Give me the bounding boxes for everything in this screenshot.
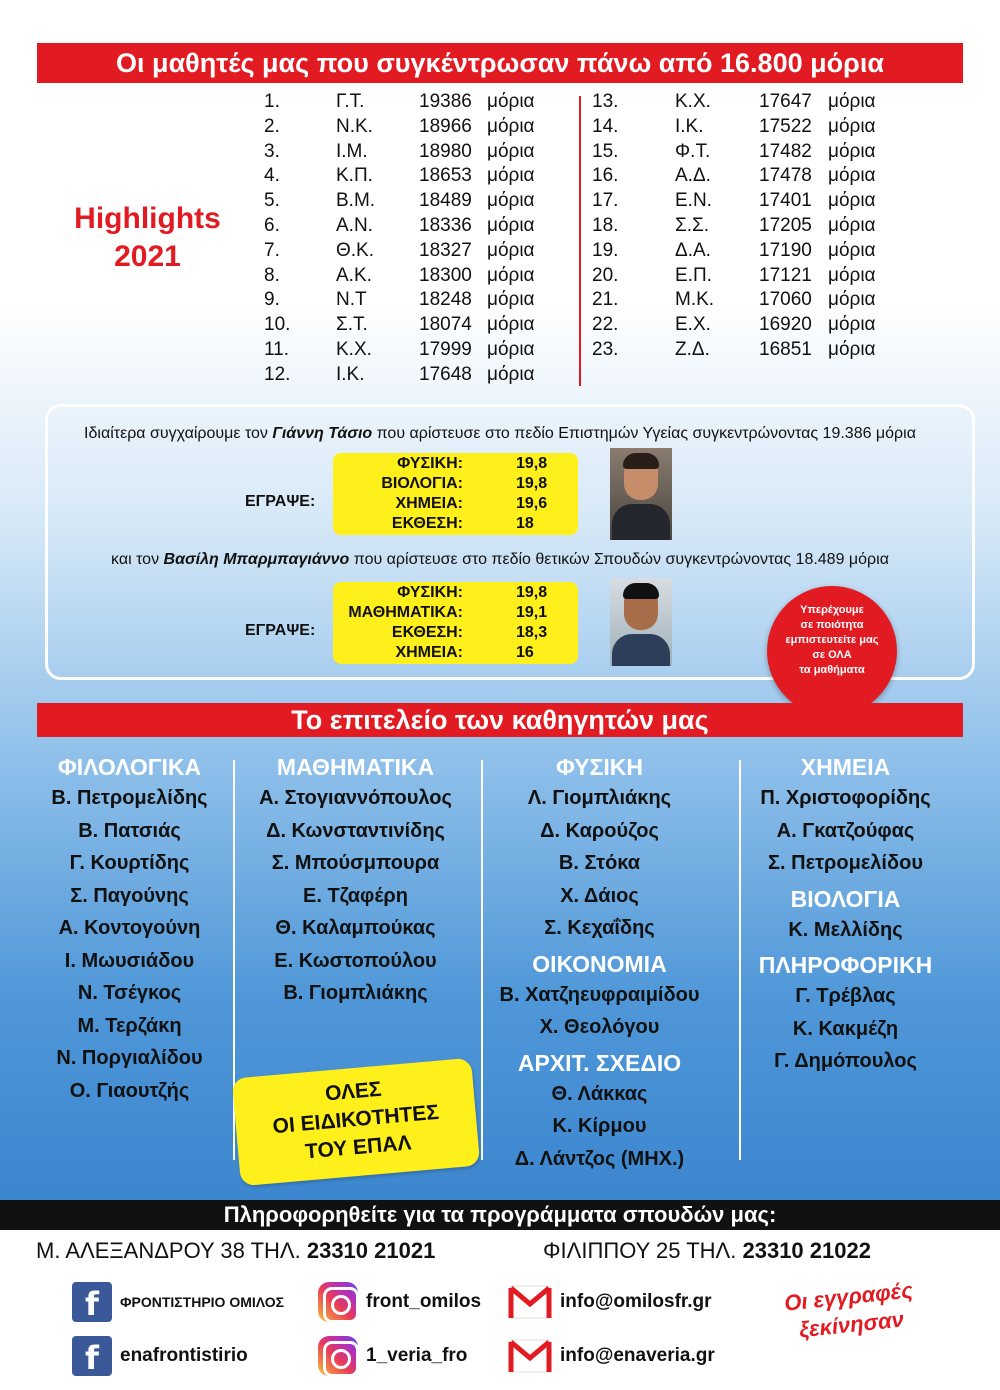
gmail-icon [508, 1336, 552, 1376]
points-unit: μόρια [828, 165, 876, 187]
student-points: 18074 [419, 314, 472, 336]
grade-row [333, 643, 578, 663]
staff-teacher-name: Δ. Λάντζος (ΜΗΧ.) [514, 1147, 685, 1170]
student-points: 18489 [419, 190, 472, 212]
address-2 [543, 1238, 871, 1264]
staff-teacher-name: Κ. Κακμέζη [792, 1017, 899, 1040]
address-2-phone[interactable]: 23310 21022 [742, 1238, 871, 1263]
staff-column-physics [482, 752, 717, 1175]
student-initials: Μ.Κ. [675, 289, 715, 311]
ranking-row [592, 313, 902, 338]
grade-value: 18 [516, 515, 534, 532]
ranking-row [264, 90, 574, 115]
points-unit: μόρια [828, 214, 876, 236]
student-initials: Ε.Χ. [675, 314, 711, 336]
staff-section-title: ΟΙΚΟΝΟΜΙΑ [532, 950, 667, 977]
staff-section-title: ΠΛΗΡΟΦΟΡΙΚΗ [758, 952, 933, 978]
student2-name: Βασίλη Μπαρμπαγιάννο [163, 551, 350, 568]
rank-number: 5. [264, 190, 280, 212]
grade-row [333, 583, 578, 603]
instagram-icon [318, 1282, 358, 1322]
ranking-row [264, 189, 574, 214]
staff-teacher-name: Σ. Παγούνης [70, 884, 189, 907]
registrations-line1: Οι εγγραφές [783, 1277, 914, 1316]
staff-section-title: ΦΙΛΟΛΟΓΙΚΑ [57, 754, 202, 780]
email-link-2[interactable] [508, 1334, 715, 1378]
rank-number: 8. [264, 264, 280, 286]
epal-line1: ΟΛΕΣ [324, 1077, 383, 1106]
points-unit: μόρια [487, 264, 535, 286]
grade-row [333, 623, 578, 643]
student-initials: Ν.Τ [336, 289, 367, 311]
student1-congrats [0, 425, 1000, 443]
ranking-row [592, 214, 902, 239]
highlights-label [60, 200, 235, 276]
student-initials: Α.Δ. [675, 165, 711, 187]
student-initials: Ν.Κ. [336, 115, 373, 137]
student-points: 17999 [419, 338, 472, 360]
staff-teacher-name: Χ. Θεολόγου [539, 1016, 660, 1038]
staff-teacher-name: Β. Πατσιάς [78, 819, 181, 842]
staff-teacher-name: Σ. Μπούσμπουρα [271, 852, 440, 874]
points-unit: μόρια [828, 91, 876, 112]
instagram-link-2-label: 1_veria_fro [366, 1345, 468, 1366]
address-1 [36, 1238, 435, 1264]
staff-section-title: ΧΗΜΕΙΑ [800, 754, 891, 780]
email-link-1-label: info@omilosfr.gr [560, 1291, 712, 1312]
student-initials: Σ.Σ. [675, 214, 710, 236]
grade-subject: ΕΚΘΕΣΗ: [391, 515, 463, 532]
grade-value: 19,1 [516, 604, 548, 621]
rank-number: 4. [264, 165, 280, 187]
instagram-link-2[interactable] [318, 1334, 467, 1378]
student-points: 17121 [759, 264, 812, 286]
staff-teacher-name: Δ. Κωνσταντινίδης [266, 819, 445, 842]
student-initials: Φ.Τ. [675, 140, 711, 162]
staff-teacher-name: Β. Χατζηευφραιμίδου [499, 983, 700, 1006]
student-points: 18966 [419, 115, 472, 137]
staff-teacher-name: Δ. Καρούζος [540, 819, 659, 842]
student-points: 17401 [759, 190, 812, 212]
highlights-line1: Highlights [74, 202, 221, 235]
student-initials: Ε.Π. [675, 264, 712, 286]
ranking-row [264, 239, 574, 264]
points-unit: μόρια [487, 363, 535, 385]
points-unit: μόρια [487, 140, 535, 162]
instagram-link-1-label: front_omilos [366, 1291, 482, 1312]
student2-congrats [0, 551, 1000, 569]
grade-subject: ΧΗΜΕΙΑ: [395, 495, 463, 512]
student2-grades [333, 582, 578, 664]
student-points: 18653 [419, 165, 472, 187]
staff-teacher-name: Σ. Πετρομελίδου [768, 852, 923, 874]
ranking-row [264, 115, 574, 140]
rank-number: 17. [592, 190, 619, 212]
student1-post: που αρίστευσε στο πεδίο Επιστημών Υγείας συγκεντρώνοντας 19.386 μόρια [372, 425, 916, 442]
points-unit: μόρια [828, 314, 876, 336]
points-unit: μόρια [487, 338, 535, 360]
points-unit: μόρια [828, 115, 876, 137]
staff-teacher-name: Α. Κοντογούνη [58, 917, 201, 939]
points-unit: μόρια [487, 239, 535, 261]
grade-subject: ΜΑΘΗΜΑΤΙΚΑ: [348, 604, 463, 621]
grade-value: 16 [516, 644, 534, 661]
gmail-icon [508, 1282, 552, 1322]
student-points: 18336 [419, 214, 472, 236]
student-initials: Ι.Μ. [336, 140, 368, 162]
ranking-row [264, 363, 574, 388]
ranking-left-column [264, 90, 574, 388]
grade-value: 19,8 [516, 475, 548, 492]
rank-number: 7. [264, 239, 280, 261]
ranking-row [592, 140, 902, 165]
ranking-row [592, 164, 902, 189]
points-unit: μόρια [487, 115, 535, 137]
staff-teacher-name: Θ. Καλαμπούκας [275, 917, 436, 939]
student2-pre: και τον [111, 551, 164, 568]
staff-section-title: ΦΥΣΙΚΗ [556, 754, 643, 780]
staff-teacher-name: Γ. Τρέβλας [795, 985, 896, 1007]
grade-subject: ΦΥΣΙΚΗ: [397, 455, 463, 472]
ranking-row [592, 115, 902, 140]
grade-value: 19,8 [516, 584, 548, 601]
student-points: 18300 [419, 264, 472, 286]
rank-number: 21. [592, 289, 619, 311]
grade-value: 19,6 [516, 495, 548, 512]
ranking-divider [579, 96, 581, 386]
staff-teacher-name: Λ. Γιομπλιάκης [527, 787, 672, 809]
rank-number: 18. [592, 214, 619, 236]
staff-teacher-name: Β. Στόκα [558, 852, 641, 874]
student-points: 17482 [759, 140, 812, 162]
grade-subject: ΧΗΜΕΙΑ: [395, 644, 463, 661]
student1-photo [610, 448, 672, 540]
staff-teacher-name: Γ. Δημόπουλος [774, 1050, 917, 1072]
ranking-row [592, 90, 902, 115]
highlights-year: 2021 [114, 240, 181, 273]
points-unit: μόρια [828, 264, 876, 286]
ranking-row [592, 239, 902, 264]
rank-number: 16. [592, 165, 619, 187]
ranking-right-column [592, 90, 902, 363]
student2-egrapse-label: ΕΓΡΑΨΕ: [245, 622, 316, 639]
rank-number: 6. [264, 214, 280, 236]
points-unit: μόρια [487, 289, 535, 311]
ranking-row [264, 140, 574, 165]
staff-teacher-name: Β. Πετρομελίδης [51, 787, 208, 809]
facebook-link-2-label: enafrontistirio [120, 1345, 248, 1366]
points-unit: μόρια [487, 91, 535, 112]
staff-teacher-name: Ν. Τσέγκος [77, 982, 182, 1004]
student1-pre: Ιδιαίτερα συγχαίρουμε τον [84, 425, 273, 442]
points-unit: μόρια [828, 289, 876, 311]
student-initials: Κ.Π. [336, 165, 373, 187]
points-unit: μόρια [487, 214, 535, 236]
student-points: 17060 [759, 289, 812, 311]
points-unit: μόρια [487, 165, 535, 187]
instagram-icon [318, 1336, 358, 1376]
rank-number: 22. [592, 314, 619, 336]
grade-row [333, 494, 578, 514]
staff-banner: Το επιτελείο των καθηγητών μας [37, 703, 963, 737]
student-points: 17647 [759, 91, 812, 112]
epal-line2: ΟΙ ΕΙΔΙΚΟΤΗΤΕΣ [271, 1100, 440, 1139]
student1-name: Γιάννη Τάσιο [272, 425, 373, 442]
staff-teacher-name: Ν. Ποργιαλίδου [56, 1047, 203, 1069]
grade-row [333, 603, 578, 623]
rank-number: 23. [592, 338, 619, 360]
email-link-1[interactable] [508, 1280, 712, 1324]
instagram-link-1[interactable] [318, 1280, 481, 1324]
rank-number: 1. [264, 91, 280, 112]
grade-value: 18,3 [516, 624, 548, 641]
student-initials: Ι.Κ. [675, 115, 704, 137]
student-points: 16851 [759, 338, 812, 360]
student-points: 16920 [759, 314, 812, 336]
student1-grades [333, 453, 578, 535]
ranking-row [264, 264, 574, 289]
rank-number: 10. [264, 314, 291, 336]
staff-teacher-name: Ε. Κωστοπούλου [274, 949, 437, 972]
student-points: 17648 [419, 363, 472, 385]
rank-number: 11. [264, 338, 290, 360]
grade-subject: ΒΙΟΛΟΓΙΑ: [381, 475, 463, 492]
facebook-icon: f [72, 1336, 112, 1376]
staff-column-chemistry [728, 752, 963, 1078]
student-initials: Ε.Ν. [675, 190, 712, 212]
staff-teacher-name: Θ. Λάκκας [551, 1082, 648, 1105]
points-unit: μόρια [828, 338, 876, 360]
promo-line: εμπιστευτείτε μας [785, 634, 879, 646]
facebook-link-1-label: ΦΡΟΝΤΙΣΤΗΡΙΟ ΟΜΙΛΟΣ [120, 1294, 285, 1310]
student-points: 19386 [419, 91, 472, 112]
staff-teacher-name: Ι. Μωυσιάδου [64, 949, 195, 972]
facebook-icon: f [72, 1282, 112, 1322]
promo-line: σε ποιότητα [800, 619, 864, 631]
rank-number: 2. [264, 115, 280, 137]
rank-number: 9. [264, 289, 280, 311]
points-unit: μόρια [828, 140, 876, 162]
promo-badge [767, 586, 897, 716]
ranking-row [264, 313, 574, 338]
grade-row [333, 454, 578, 474]
ranking-row [592, 264, 902, 289]
staff-teacher-name: Κ. Μελλίδης [788, 918, 903, 941]
staff-section-title: ΑΡΧΙΤ. ΣΧΕΔΙΟ [517, 1049, 682, 1076]
grade-row [333, 514, 578, 534]
staff-teacher-name: Α. Γκατζούφας [776, 819, 915, 842]
staff-teacher-name: Π. Χριστοφορίδης [760, 787, 931, 809]
staff-section-title: ΒΙΟΛΟΓΙΑ [790, 885, 901, 912]
staff-column-philology [12, 752, 247, 1107]
ranking-row [592, 338, 902, 363]
staff-teacher-name: Ε. Τζαφέρη [303, 884, 408, 907]
student-initials: Γ.Τ. [336, 91, 365, 112]
rank-number: 15. [592, 140, 619, 162]
info-bar: Πληροφορηθείτε για τα προγράμματα σπουδών μας: [0, 1200, 1000, 1230]
grade-subject: ΦΥΣΙΚΗ: [397, 584, 463, 601]
staff-teacher-name: Χ. Δάιος [560, 884, 639, 907]
rank-number: 12. [264, 363, 291, 385]
rank-number: 19. [592, 239, 619, 261]
rank-number: 13. [592, 91, 619, 112]
student-initials: Β.Μ. [336, 190, 376, 212]
student-initials: Α.Ν. [336, 214, 373, 236]
student-initials: Ζ.Δ. [675, 338, 710, 360]
grade-row [333, 474, 578, 494]
staff-column-math [238, 752, 473, 1010]
email-link-2-label: info@enaveria.gr [560, 1345, 715, 1366]
student-initials: Κ.Χ. [675, 91, 711, 112]
ranking-row [592, 189, 902, 214]
staff-teacher-name: Α. Στογιαννόπουλος [259, 787, 452, 809]
rank-number: 3. [264, 140, 280, 162]
top-banner: Οι μαθητές μας που συγκέντρωσαν πάνω από 16.800 μόρια [37, 43, 963, 83]
staff-teacher-name: Ο. Γιαουτζής [69, 1079, 190, 1102]
points-unit: μόρια [828, 190, 876, 212]
student-points: 17205 [759, 214, 812, 236]
student-initials: Δ.Α. [675, 239, 711, 261]
student-initials: Θ.Κ. [336, 239, 375, 261]
student-points: 17478 [759, 165, 812, 187]
address-1-phone[interactable]: 23310 21021 [306, 1238, 436, 1263]
student-initials: Ι.Κ. [336, 363, 365, 385]
ranking-row [264, 164, 574, 189]
ranking-row [264, 214, 574, 239]
student1-egrapse-label: ΕΓΡΑΨΕ: [245, 493, 316, 510]
promo-line: τα μαθήματα [799, 664, 865, 676]
rank-number: 14. [592, 115, 619, 137]
ranking-row [592, 288, 902, 313]
address-1-text: Μ. ΑΛΕΞΑΝΔΡΟΥ 38 ΤΗΛ. [36, 1238, 307, 1263]
staff-teacher-name: Κ. Κίρμου [552, 1115, 647, 1137]
student-initials: Κ.Χ. [336, 338, 372, 360]
grade-value: 19,8 [516, 455, 548, 472]
staff-section-title: ΜΑΘΗΜΑΤΙΚΑ [276, 754, 435, 780]
student2-photo [610, 578, 672, 666]
points-unit: μόρια [487, 314, 535, 336]
ranking-row [264, 338, 574, 363]
epal-badge [232, 1058, 480, 1187]
facebook-link-2[interactable] [72, 1334, 248, 1378]
student-points: 18248 [419, 289, 472, 311]
address-2-text: ΦΙΛΙΠΠΟΥ 25 ΤΗΛ. [543, 1238, 743, 1263]
points-unit: μόρια [828, 239, 876, 261]
staff-teacher-name: Β. Γιομπλιάκης [283, 982, 428, 1004]
staff-teacher-name: Σ. Κεχαΐδης [544, 917, 655, 939]
grade-subject: ΕΚΘΕΣΗ: [391, 624, 463, 641]
student-points: 17190 [759, 239, 812, 261]
staff-teacher-name: Μ. Τερζάκη [77, 1014, 182, 1037]
ranking-row [264, 288, 574, 313]
student2-post: που αρίστευσε στο πεδίο θετικών Σπουδών συγκεντρώνοντας 18.489 μόρια [349, 551, 889, 568]
epal-line3: ΤΟΥ ΕΠΑΛ [304, 1131, 413, 1164]
facebook-link-1[interactable] [72, 1280, 284, 1324]
rank-number: 20. [592, 264, 619, 286]
student-initials: Α.Κ. [336, 264, 372, 286]
student-initials: Σ.Τ. [336, 314, 368, 336]
promo-line: σε ΟΛΑ [812, 649, 852, 661]
registrations-line2: ξεκίνησαν [797, 1306, 905, 1343]
promo-line: Υπερέχουμε [800, 604, 864, 616]
student-points: 18327 [419, 239, 472, 261]
student-points: 17522 [759, 115, 812, 137]
student-points: 18980 [419, 140, 472, 162]
points-unit: μόρια [487, 190, 535, 212]
staff-teacher-name: Γ. Κουρτίδης [69, 852, 190, 874]
